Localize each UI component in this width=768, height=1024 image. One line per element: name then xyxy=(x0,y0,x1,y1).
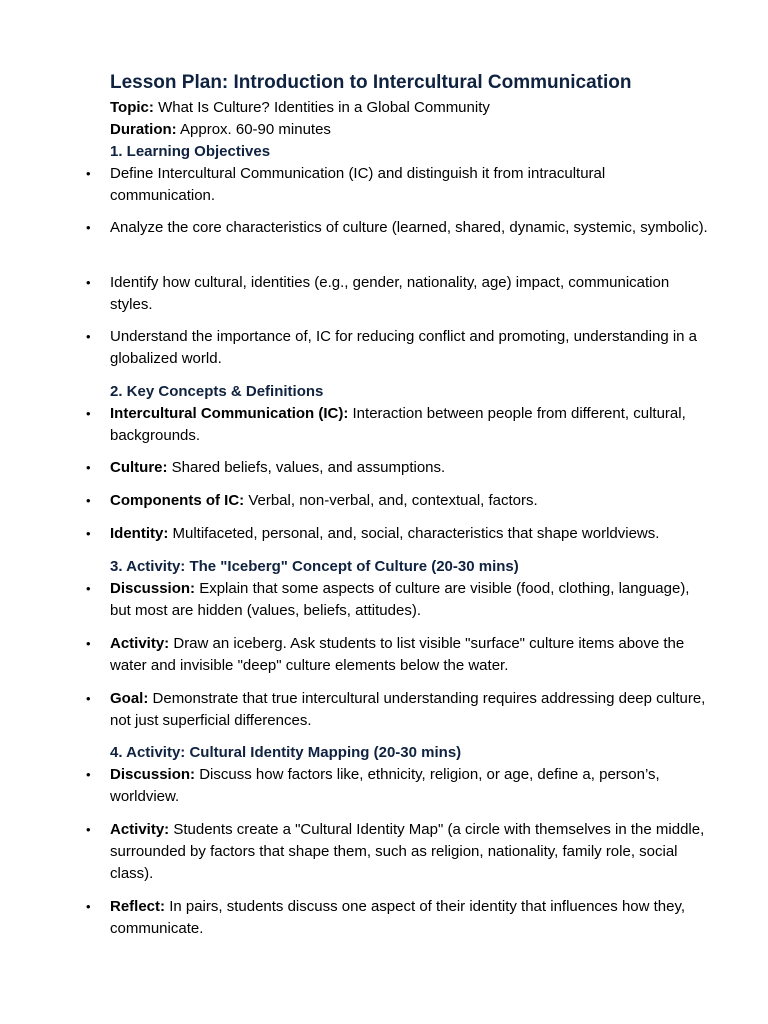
list-item-text: Students create a "Cultural Identity Map" (a circle with themselves in the middle, surrounded by factors that shape them, such as religion, nationality, family role, social class). xyxy=(110,821,705,882)
list-item xyxy=(86,163,714,207)
list-item-text: Shared beliefs, values, and assumptions. xyxy=(171,459,446,476)
list-item-term: Activity: xyxy=(110,635,170,652)
list-item xyxy=(86,490,714,512)
list-item-term: Discussion: xyxy=(110,766,196,783)
list-item-text: Understand the importance of, IC for reducing conflict and promoting, understanding in a globalized world. xyxy=(110,328,698,367)
bullet-icon: • xyxy=(86,526,91,541)
list-item xyxy=(86,819,714,885)
bullet-icon: • xyxy=(86,460,91,475)
list-item xyxy=(86,764,714,808)
list-item xyxy=(86,326,714,370)
list-item-term: Components of IC: xyxy=(110,492,245,509)
list-item-term: Intercultural Communication (IC): xyxy=(110,405,349,422)
list-item-term: Reflect: xyxy=(110,898,166,915)
list-item xyxy=(86,272,714,316)
list-item xyxy=(86,403,714,447)
list-item xyxy=(86,633,714,677)
bullet-icon: • xyxy=(86,493,91,508)
list-item-text: Interaction between people from different, cultural, backgrounds. xyxy=(110,405,686,444)
page-title: Lesson Plan: Introduction to Intercultural Communication xyxy=(110,72,632,93)
topic-label: Topic: xyxy=(110,99,154,116)
list-item-text: Discuss how factors like, ethnicity, religion, or age, define a, person’s, worldview. xyxy=(110,766,660,805)
list-item xyxy=(86,457,714,479)
list-item-text: Verbal, non-verbal, and, contextual, factors. xyxy=(248,492,538,509)
list-item xyxy=(86,523,714,545)
bullet-icon: • xyxy=(86,275,91,290)
topic-line xyxy=(110,97,490,119)
list-item-term: Identity: xyxy=(110,525,169,542)
list-item-text: Define Intercultural Communication (IC) and distinguish it from intracultural communication. xyxy=(110,165,606,204)
bullet-icon: • xyxy=(86,329,91,344)
list-item xyxy=(86,896,714,940)
list-item-text: Identify how cultural, identities (e.g., gender, nationality, age) impact, communication styles. xyxy=(110,274,670,313)
section-heading-key-concepts: 2. Key Concepts & Definitions xyxy=(110,383,324,400)
section-heading-identity-mapping: 4. Activity: Cultural Identity Mapping (20-30 mins) xyxy=(110,744,462,761)
bullet-icon: • xyxy=(86,899,91,914)
bullet-icon: • xyxy=(86,822,91,837)
list-item-term: Culture: xyxy=(110,459,168,476)
bullet-icon: • xyxy=(86,767,91,782)
bullet-icon: • xyxy=(86,691,91,706)
duration-label: Duration: xyxy=(110,121,177,138)
bullet-icon: • xyxy=(86,636,91,651)
topic-value: What Is Culture? Identities in a Global Community xyxy=(158,99,490,116)
list-item-term: Activity: xyxy=(110,821,170,838)
duration-line xyxy=(110,119,331,141)
list-item xyxy=(86,578,714,622)
section-heading-iceberg-activity: 3. Activity: The "Iceberg" Concept of Culture (20-30 mins) xyxy=(110,558,519,575)
list-item-text: Demonstrate that true intercultural understanding requires addressing deep culture, not just superficial differences. xyxy=(110,690,706,729)
bullet-icon: • xyxy=(86,220,91,235)
list-item xyxy=(86,217,714,239)
list-item-text: Multifaceted, personal, and, social, characteristics that shape worldviews. xyxy=(172,525,660,542)
list-item-text: Analyze the core characteristics of culture (learned, shared, dynamic, systemic, symbolic). xyxy=(110,219,708,236)
list-item xyxy=(86,688,714,732)
bullet-icon: • xyxy=(86,166,91,181)
list-item-term: Discussion: xyxy=(110,580,196,597)
bullet-icon: • xyxy=(86,406,91,421)
duration-value: Approx. 60-90 minutes xyxy=(180,121,331,138)
list-item-text: Explain that some aspects of culture are visible (food, clothing, language), but most are hidden (values, beliefs, attitudes). xyxy=(110,580,690,619)
list-item-text: Draw an iceberg. Ask students to list visible "surface" culture items above the water and invisible "deep" culture elements below the water. xyxy=(110,635,685,674)
list-item-text: In pairs, students discuss one aspect of their identity that influences how they, communicate. xyxy=(110,898,686,937)
bullet-icon: • xyxy=(86,581,91,596)
list-item-term: Goal: xyxy=(110,690,149,707)
section-heading-learning-objectives: 1. Learning Objectives xyxy=(110,143,271,160)
